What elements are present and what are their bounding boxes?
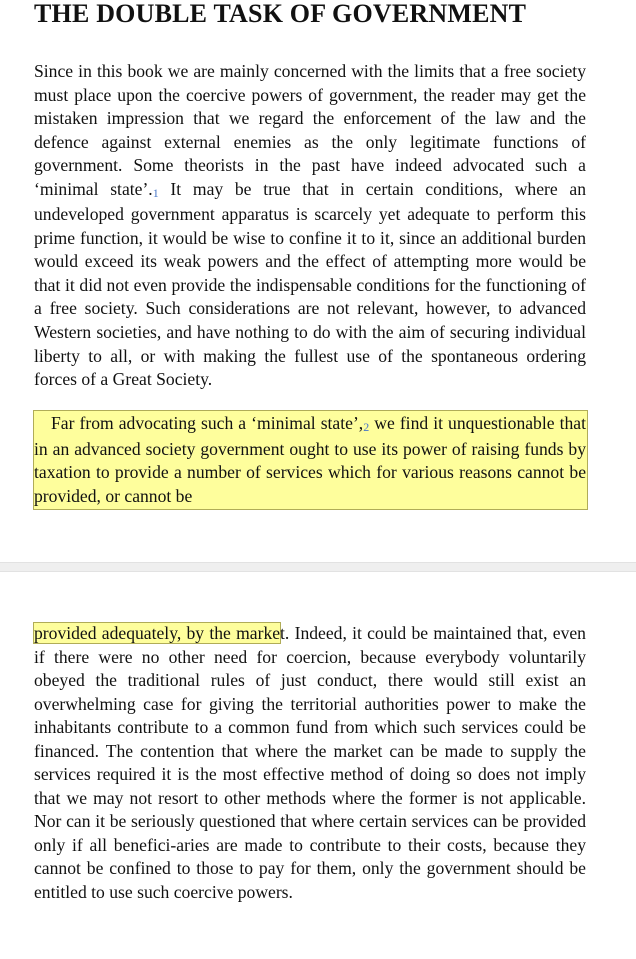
paragraph-2-rest: we find it unquestionable that in an advanced society government ought to use its power of raising funds by taxation to provide a number of services which for various reasons cannot be provided, or cannot be	[34, 413, 586, 506]
page-divider	[0, 562, 636, 572]
chapter-title: THE DOUBLE TASK OF GOVERNMENT	[34, 0, 527, 28]
paragraph-1[interactable]	[34, 60, 586, 392]
paragraph-1-rest: It may be true that in certain conditions, where an undeveloped government apparatus is scarcely yet adequate to perform this prime function, it would be wise to confine it to it, since an additional burden would exceed its weak powers and the effect of attempting more would be that it did not even provide the indispensable conditions for the functioning of a free society. Such considerations are not relevant, however, to advanced Western societies, and have nothing to do with the aim of securing individual liberty to all, or with making the fullest use of the spontaneous ordering forces of a Great Society.	[34, 178, 586, 390]
paragraph-1-text: Since in this book we are mainly concerned with the limits that a free society must place upon the coercive powers of government, the reader may get the mistaken impression that we regard the enforcement of the law and the defence against external enemies as the only legitimate functions of government. Some theorists in the past have indeed advocated such a ‘minimal state’.	[34, 61, 586, 199]
footnote-link-1[interactable]: 1	[152, 185, 159, 200]
highlight-inline[interactable]: provided adequately, by the marke	[34, 623, 281, 643]
paragraph-3-text: t. Indeed, it could be maintained that, even if there were no other need for coercion, because everybody voluntarily obeyed the traditional rules of just conduct, there would still exist an overwhelming case for giving the territorial authorities power to make the inhabitants contribute to a common fund from which such services could be financed. The contention that where the market can be made to supply the services required it is the most effective method of doing so does not imply that we may not resort to other methods where the former is not applicable. Nor can it be seriously questioned that where certain services can be provided only if all benefici-aries are made to contribute to their costs, because they cannot be confined to those to pay for them, only the government should be entitled to use such coercive powers.	[34, 623, 586, 903]
footnote-link-2[interactable]: 2	[363, 420, 370, 434]
paragraph-2-highlighted[interactable]	[34, 412, 586, 508]
paragraph-3[interactable]	[34, 622, 586, 905]
paragraph-2-start: Far from advocating such a ‘minimal state’,	[51, 413, 364, 433]
